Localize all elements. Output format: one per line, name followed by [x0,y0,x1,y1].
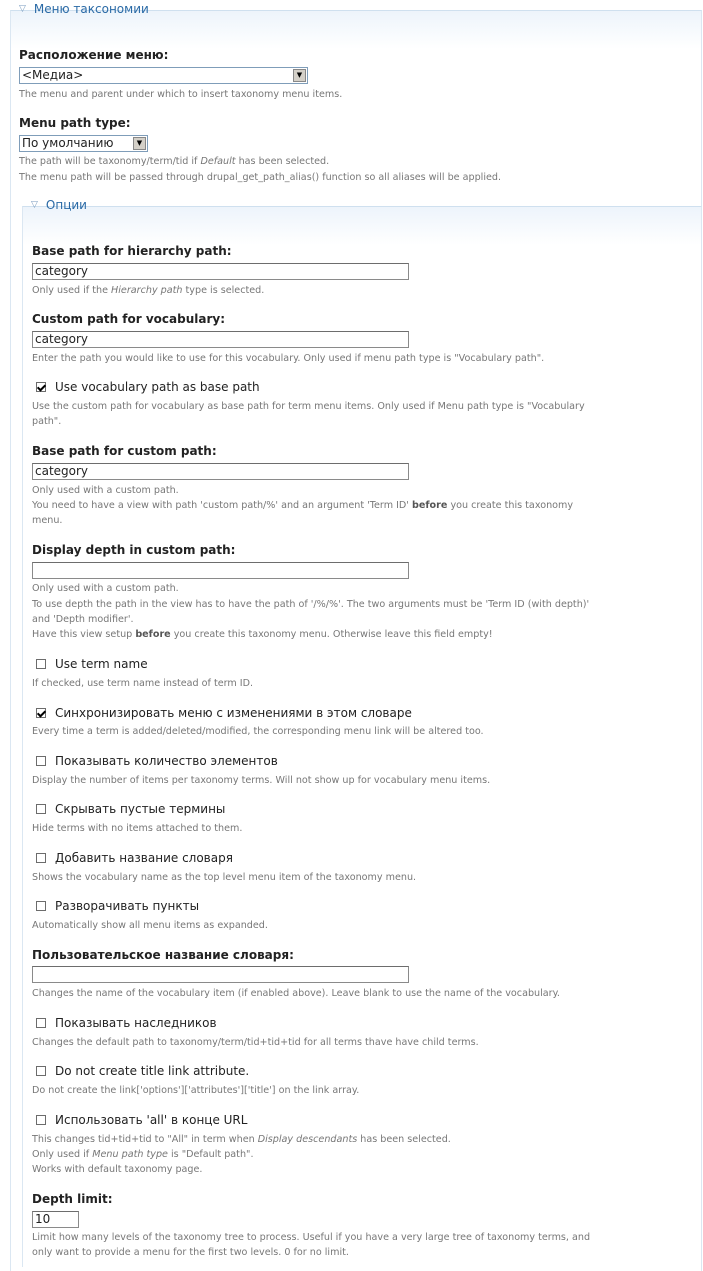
triangle-down-icon[interactable]: ▽ [31,200,38,210]
display-depth-description-2: To use depth the path in the view has to have the path of '/%/%'. The two arguments must be 'Term ID (with depth)' [32,599,590,610]
menu-path-type-label: Menu path type: [19,116,131,130]
use-term-name-checkbox[interactable] [36,659,46,669]
sync-menu-row[interactable] [36,706,412,720]
custom-vocab-name-label: Пользовательское название словаря: [32,948,294,962]
sync-menu-description: Every time a term is added/deleted/modified, the corresponding menu link will be altered too. [32,726,484,737]
add-vocab-name-label[interactable]: Добавить название словаря [55,851,233,865]
show-descendants-checkbox[interactable] [36,1018,46,1028]
show-descendants-row[interactable] [36,1016,217,1030]
no-title-attr-description: Do not create the link['options']['attributes']['title'] on the link array. [32,1085,360,1096]
show-count-row[interactable] [36,754,278,768]
taxonomy-menu-legend[interactable] [15,2,153,16]
show-count-checkbox[interactable] [36,756,46,766]
depth-limit-label: Depth limit: [32,1192,113,1206]
menu-path-type-description-2: The menu path will be passed through drupal_get_path_alias() function so all aliases will be applied. [19,172,502,183]
use-term-name-row[interactable] [36,657,148,671]
triangle-down-icon[interactable]: ▽ [19,4,26,14]
custom-path-vocabulary-label: Custom path for vocabulary: [32,312,226,326]
base-path-hierarchy-input[interactable]: category [32,263,409,280]
chevron-down-icon[interactable]: ▼ [293,69,306,82]
expand-items-row[interactable] [36,899,199,913]
use-term-name-label[interactable]: Use term name [55,657,148,671]
show-count-description: Display the number of items per taxonomy terms. Will not show up for vocabulary menu items. [32,775,491,786]
chevron-down-icon[interactable]: ▼ [133,137,146,150]
display-depth-description-4: Have this view setup before you create this taxonomy menu. Otherwise leave this field empty! [32,629,493,640]
no-title-attr-label[interactable]: Do not create title link attribute. [55,1064,250,1078]
base-path-custom-description-2: You need to have a view with path 'custom path/%' and an argument 'Term ID' before you create this taxonomy [32,500,574,511]
use-vocab-path-description-2: path". [32,416,62,427]
display-depth-label: Display depth in custom path: [32,543,236,557]
use-all-description-2: Only used if Menu path type is "Default path". [32,1149,254,1160]
add-vocab-name-row[interactable] [36,851,233,865]
add-vocab-name-checkbox[interactable] [36,853,46,863]
custom-path-vocabulary-input[interactable]: category [32,331,409,348]
show-count-label[interactable]: Показывать количество элементов [55,754,278,768]
taxonomy-menu-legend-text[interactable]: Меню таксономии [33,2,149,16]
depth-limit-description-2: only want to provide a menu for the first two levels. 0 for no limit. [32,1247,349,1258]
base-path-custom-input[interactable]: category [32,463,409,480]
expand-items-label[interactable]: Разворачивать пункты [55,899,200,913]
menu-location-label: Расположение меню: [19,48,169,62]
use-all-checkbox[interactable] [36,1115,46,1125]
display-depth-input[interactable] [32,562,409,579]
use-vocab-path-checkbox[interactable] [36,382,46,392]
use-vocab-path-description-1: Use the custom path for vocabulary as base path for term menu items. Only used if Menu path type is "Vocabulary [32,401,585,412]
menu-location-select[interactable] [19,67,308,84]
use-vocab-path-row[interactable] [36,380,260,394]
menu-location-value: <Медиа> [22,68,84,82]
expand-items-description: Automatically show all menu items as expanded. [32,920,268,931]
base-path-custom-description-1: Only used with a custom path. [32,485,179,496]
no-title-attr-checkbox[interactable] [36,1066,46,1076]
hide-empty-row[interactable] [36,802,225,816]
base-path-hierarchy-description: Only used if the Hierarchy path type is selected. [32,285,265,296]
hide-empty-checkbox[interactable] [36,804,46,814]
use-all-label[interactable]: Использовать 'all' в конце URL [55,1113,248,1127]
hide-empty-description: Hide terms with no items attached to them. [32,823,243,834]
expand-items-checkbox[interactable] [36,901,46,911]
use-all-description-3: Works with default taxonomy page. [32,1164,203,1175]
menu-path-type-select[interactable] [19,135,148,152]
menu-location-description: The menu and parent under which to insert taxonomy menu items. [19,89,343,100]
display-depth-description-3: and 'Depth modifier'. [32,614,134,625]
sync-menu-checkbox[interactable] [36,708,46,718]
menu-path-type-value: По умолчанию [22,136,114,150]
base-path-hierarchy-label: Base path for hierarchy path: [32,244,232,258]
use-all-description-1: This changes tid+tid+tid to "All" in term when Display descendants has been selected. [32,1134,451,1145]
custom-path-vocabulary-description: Enter the path you would like to use for this vocabulary. Only used if menu path type is "Vocabulary path". [32,353,545,364]
display-depth-description-1: Only used with a custom path. [32,583,179,594]
sync-menu-label[interactable]: Синхронизировать меню с изменениями в этом словаре [55,706,412,720]
base-path-custom-label: Base path for custom path: [32,444,217,458]
use-all-row[interactable] [36,1113,247,1127]
base-path-custom-description-3: menu. [32,515,63,526]
custom-vocab-name-input[interactable] [32,966,409,983]
use-vocab-path-label[interactable]: Use vocabulary path as base path [55,380,260,394]
show-descendants-description: Changes the default path to taxonomy/term/tid+tid+tid for all terms thave have child terms. [32,1037,479,1048]
hide-empty-label[interactable]: Скрывать пустые термины [55,802,226,816]
add-vocab-name-description: Shows the vocabulary name as the top level menu item of the taxonomy menu. [32,872,417,883]
depth-limit-description-1: Limit how many levels of the taxonomy tree to process. Useful if you have a very large tree of taxonomy terms, and [32,1232,591,1243]
custom-vocab-name-description: Changes the name of the vocabulary item (if enabled above). Leave blank to use the name of the vocabulary. [32,988,560,999]
depth-limit-input[interactable]: 10 [32,1211,79,1228]
no-title-attr-row[interactable] [36,1064,249,1078]
options-legend-text[interactable]: Опции [45,198,87,212]
options-legend[interactable] [27,198,91,212]
use-term-name-description: If checked, use term name instead of term ID. [32,678,254,689]
menu-path-type-description-1: The path will be taxonomy/term/tid if Default has been selected. [19,156,330,167]
show-descendants-label[interactable]: Показывать наследников [55,1016,217,1030]
